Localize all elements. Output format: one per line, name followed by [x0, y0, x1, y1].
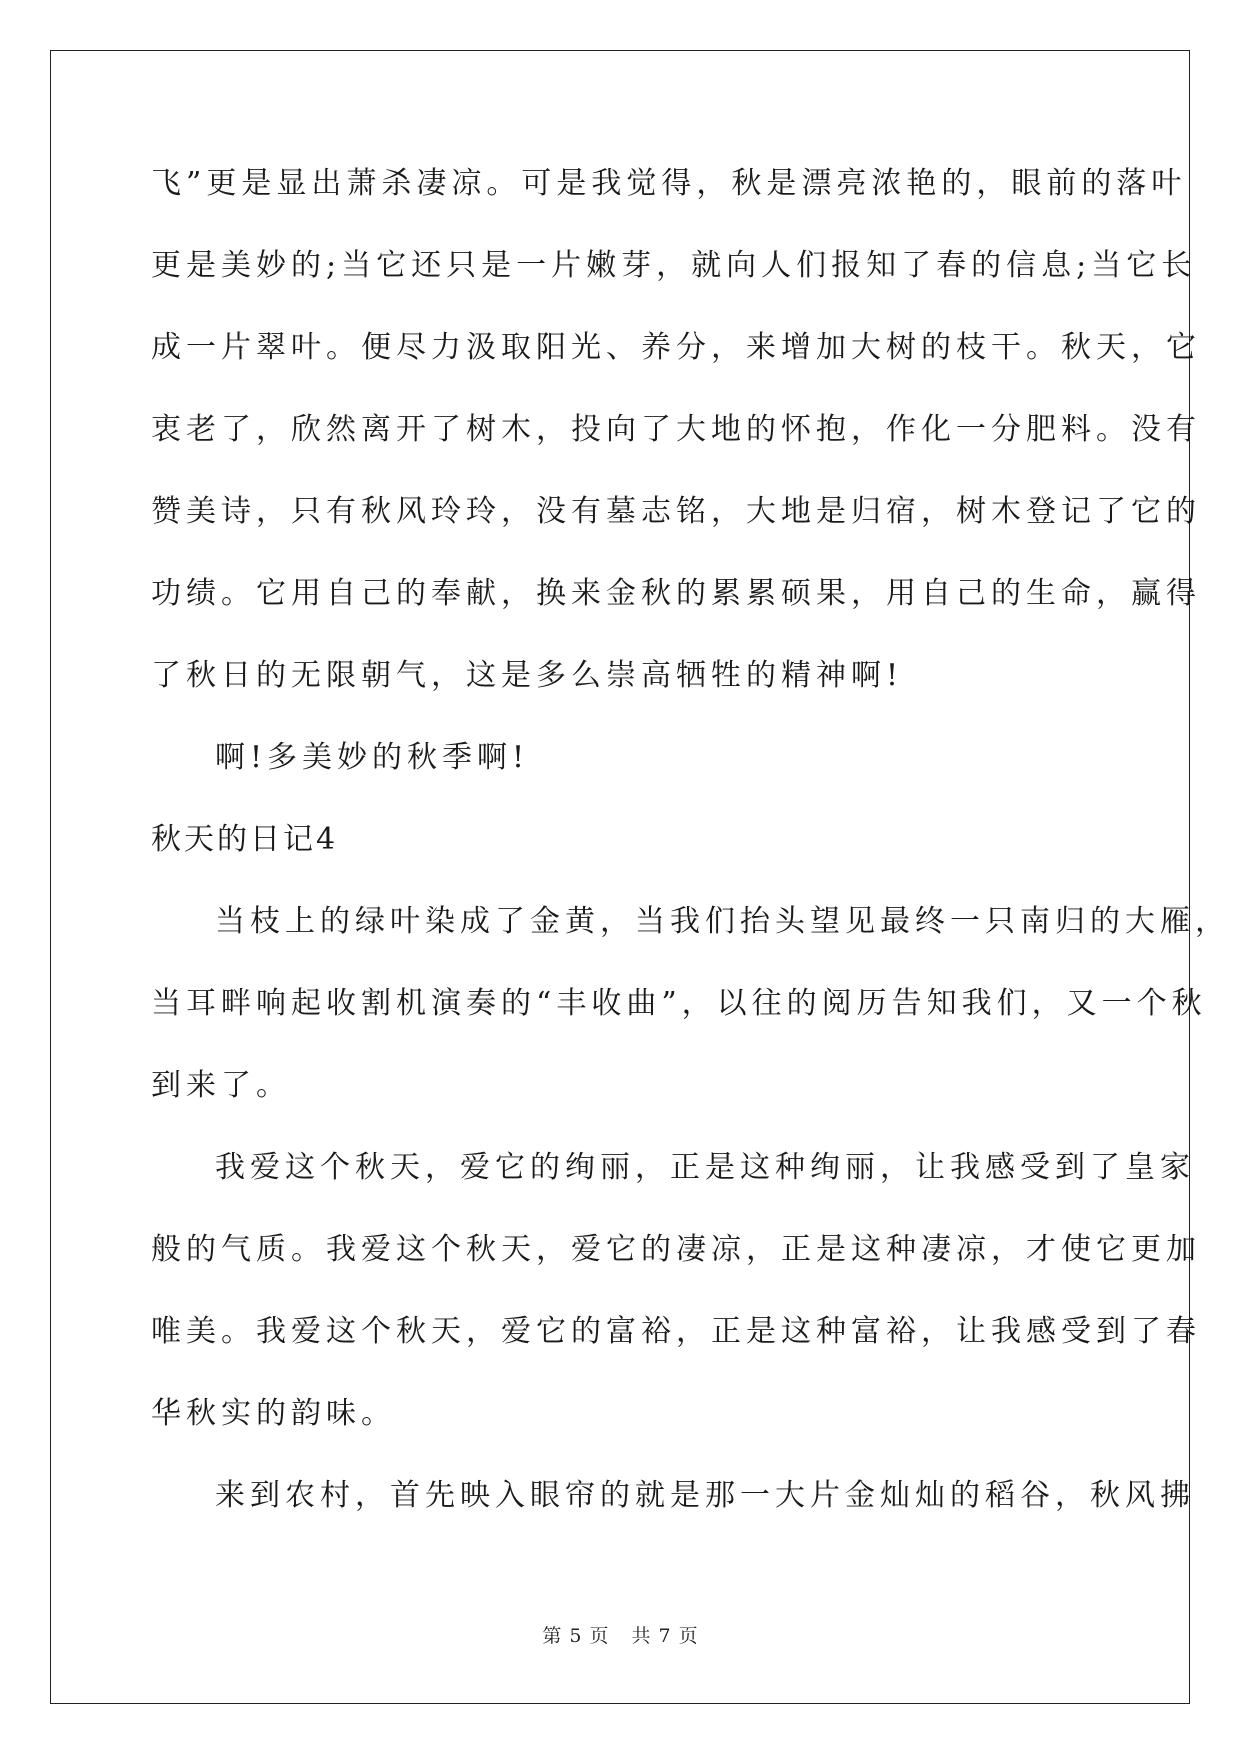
- text-line: 到来了。: [151, 1068, 291, 1103]
- text-line: 华秋实的韵味。: [151, 1396, 396, 1431]
- page-total: 共 7 页: [631, 1625, 699, 1647]
- page-number: 第 5 页: [542, 1625, 610, 1647]
- text-line: 更是美妙的;当它还只是一片嫩芽，就向人们报知了春的信息;当它长: [151, 248, 1197, 283]
- text-line: 衷老了，欣然离开了树木，投向了大地的怀抱，作化一分肥料。没有: [151, 412, 1201, 447]
- text-line: 唯美。我爱这个秋天，爱它的富裕，正是这种富裕，让我感受到了春: [151, 1314, 1201, 1349]
- text-line: 赞美诗，只有秋风玲玲，没有墓志铭，大地是归宿，树木登记了它的: [151, 494, 1201, 529]
- paragraph-line: 啊!多美妙的秋季啊!: [215, 740, 530, 775]
- paragraph-line: 来到农村，首先映入眼帘的就是那一大片金灿灿的稻谷，秋风拂: [215, 1478, 1195, 1513]
- paragraph-line: 当枝上的绿叶染成了金黄，当我们抬头望见最终一只南归的大雁，: [215, 904, 1230, 939]
- section-heading: 秋天的日记4: [151, 822, 339, 857]
- text-line: 般的气质。我爱这个秋天，爱它的凄凉，正是这种凄凉，才使它更加: [151, 1232, 1201, 1267]
- text-line: 了秋日的无限朝气，这是多么崇高牺牲的精神啊!: [151, 658, 904, 693]
- text-line: 当耳畔响起收割机演奏的“丰收曲”，以往的阅历告知我们，又一个秋: [151, 986, 1207, 1021]
- page-footer: [0, 1621, 1241, 1648]
- text-line: 成一片翠叶。便尽力汲取阳光、养分，来增加大树的枝干。秋天，它: [151, 330, 1201, 365]
- paragraph-line: 我爱这个秋天，爱它的绚丽，正是这种绚丽，让我感受到了皇家: [215, 1150, 1195, 1185]
- text-line: 飞”更是显出萧杀凄凉。可是我觉得，秋是漂亮浓艳的，眼前的落叶: [151, 166, 1187, 201]
- text-line: 功绩。它用自己的奉献，换来金秋的累累硕果，用自己的生命，赢得: [151, 576, 1201, 611]
- document-body: [151, 160, 1230, 1554]
